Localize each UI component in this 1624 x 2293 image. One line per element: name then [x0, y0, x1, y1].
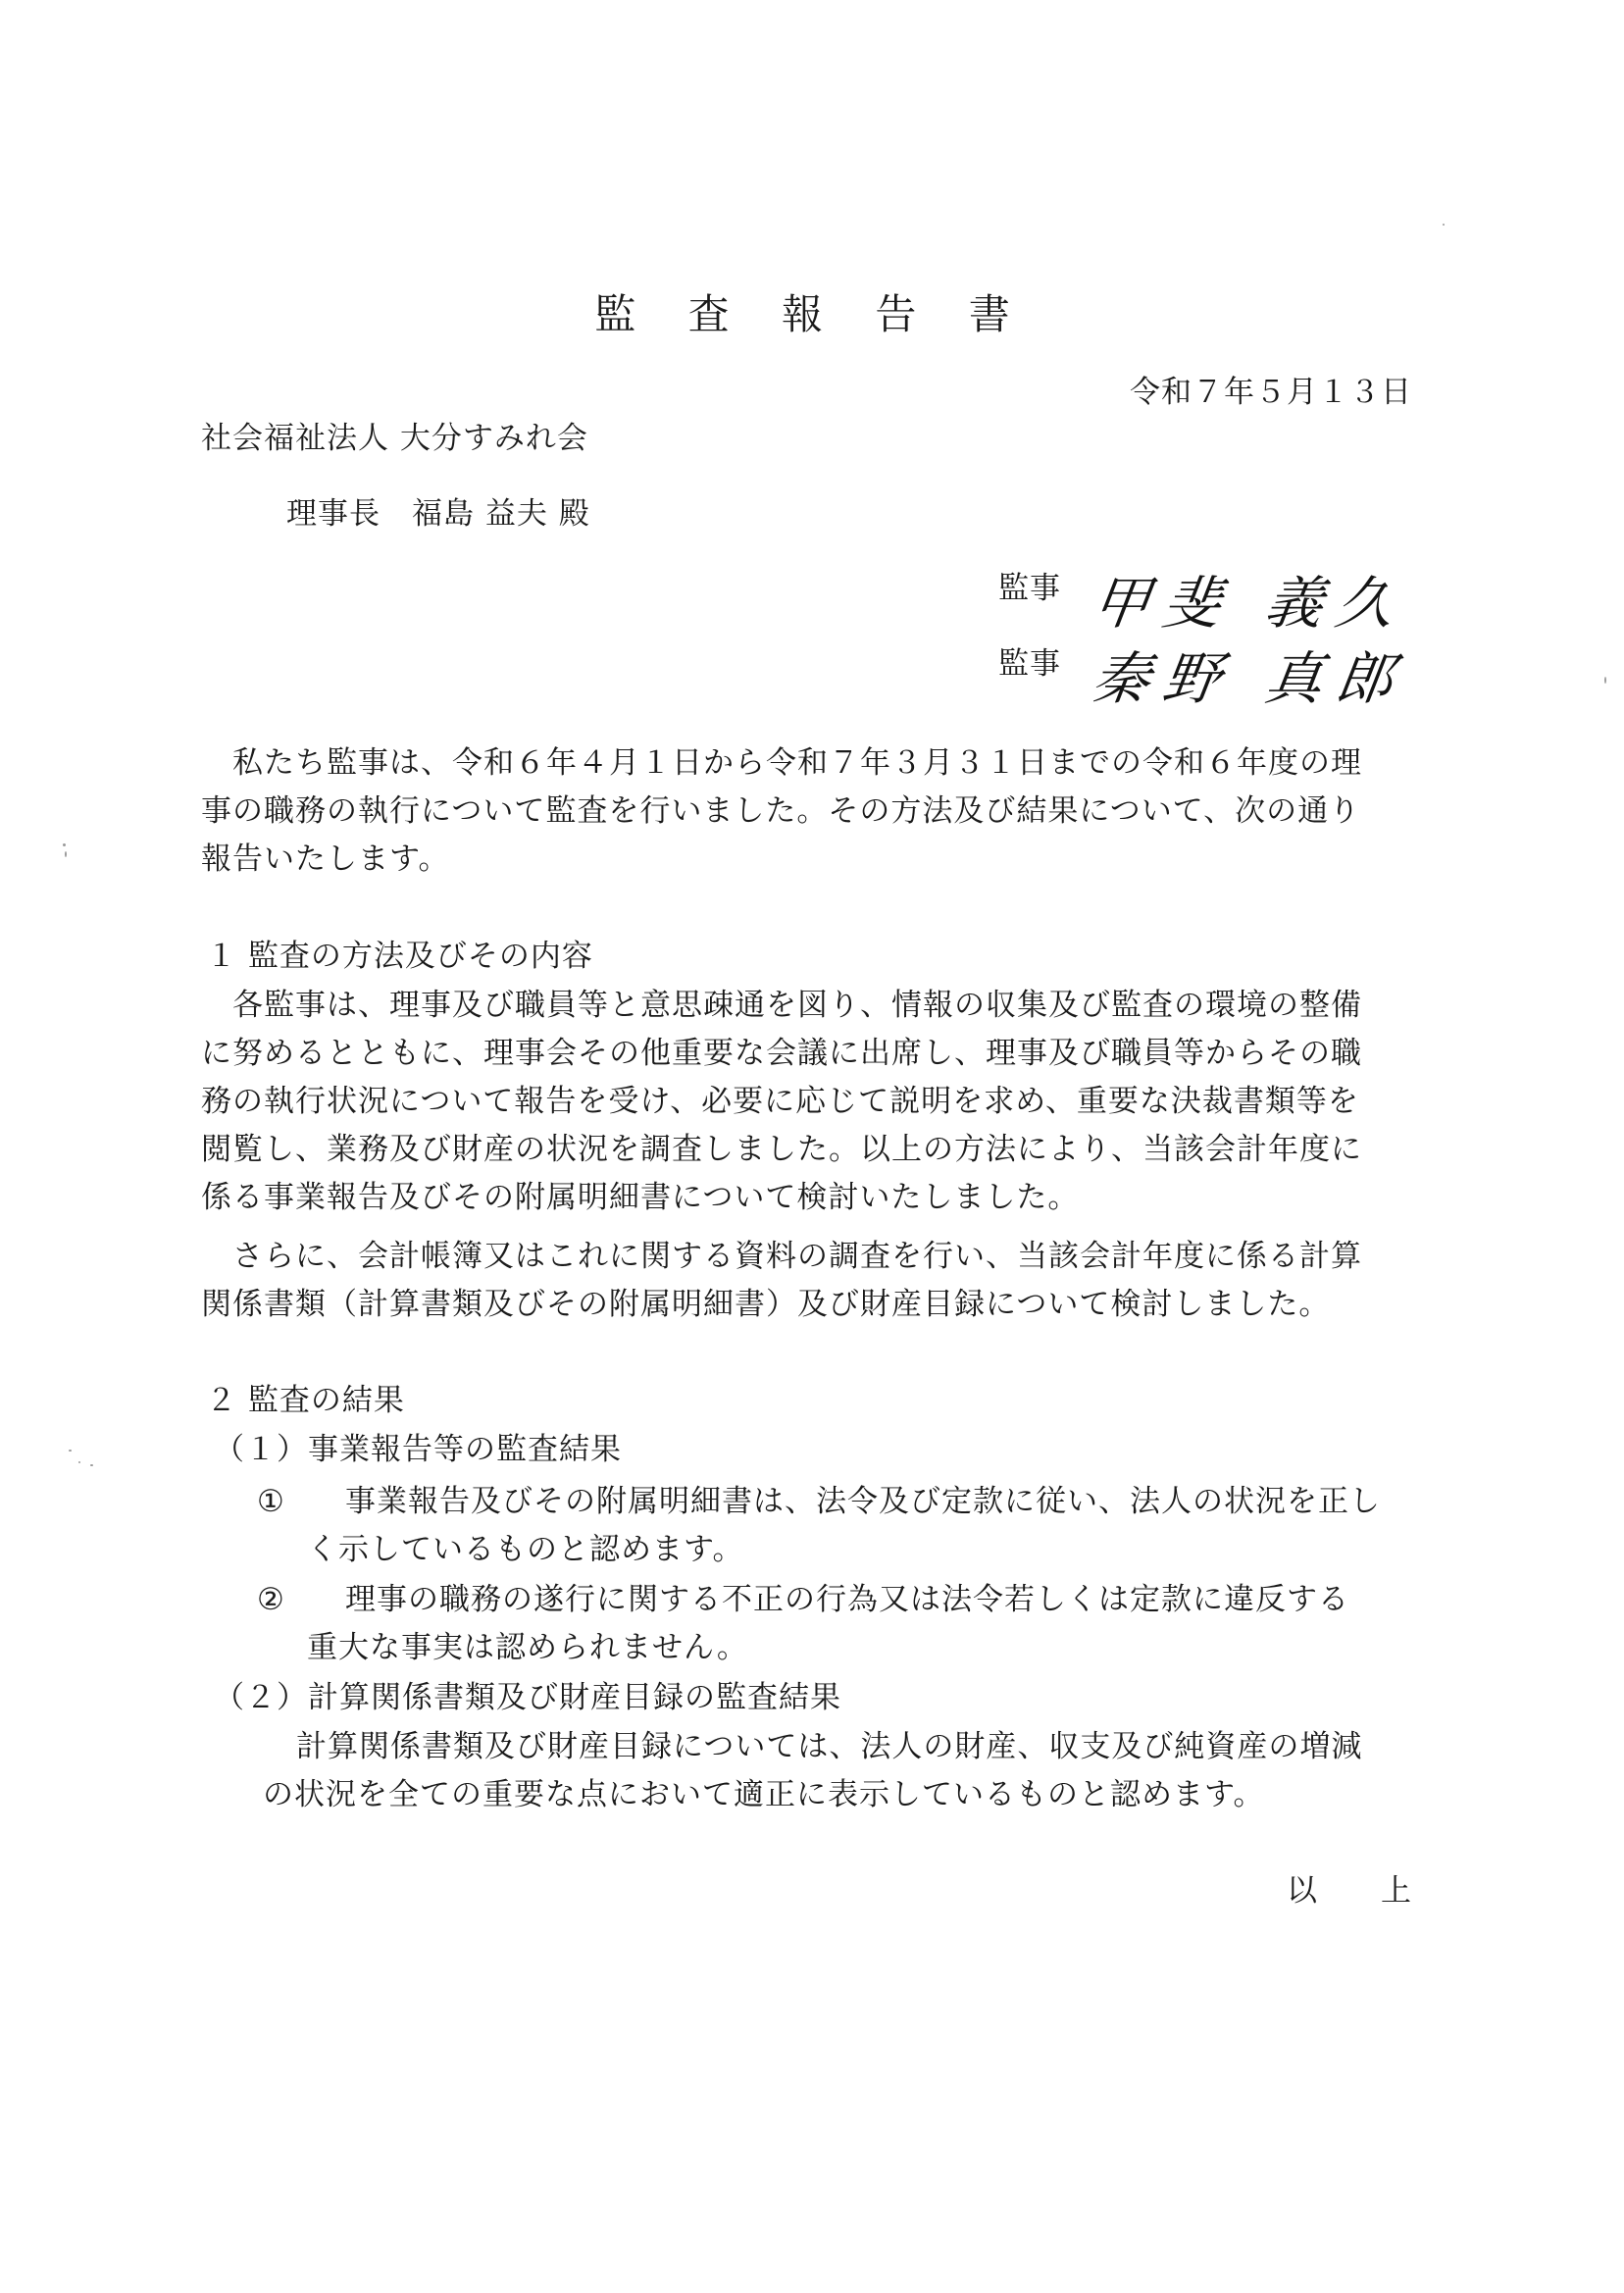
- section-2-heading: ２ 監査の結果: [206, 1383, 405, 1418]
- signature-handwritten-2: 秦野 真郎: [1088, 645, 1412, 712]
- report-date: 令和７年５月１３日: [1130, 375, 1412, 410]
- scan-speck: [63, 843, 66, 846]
- signature-role-1: 監事: [998, 571, 1061, 606]
- closing-mark: 以 上: [1287, 1873, 1412, 1909]
- section-1-line: 務の執行状況について報告を受け、必要に応じて説明を求め、重要な決裁書類等を: [201, 1084, 1359, 1119]
- item-1-line: 事業報告及びその附属明細書は、法令及び定款に従い、法人の状況を正し: [345, 1484, 1381, 1519]
- intro-line: 私たち監事は、令和６年４月１日から令和７年３月３１日までの令和６年度の理: [232, 745, 1362, 781]
- addressee-organization: 社会福祉法人 大分すみれ会: [201, 421, 588, 456]
- section-2-sub2-line: の状況を全ての重要な点において適正に表示しているものと認めます。: [263, 1777, 1265, 1812]
- item-2-mark: ②: [257, 1582, 285, 1617]
- intro-line: 報告いたします。: [201, 841, 450, 877]
- item-1-mark: ①: [257, 1484, 285, 1519]
- scan-speck: [78, 1461, 80, 1463]
- item-2-line: 理事の職務の遂行に関する不正の行為又は法令若しくは定款に違反する: [345, 1582, 1349, 1617]
- addressee-recipient: 理事長 福島 益夫 殿: [286, 496, 590, 532]
- section-1-line: 閲覧し、業務及び財産の状況を調査しました。以上の方法により、当該会計年度に: [201, 1132, 1362, 1167]
- section-1-line: 関係書類（計算書類及びその附属明細書）及び財産目録について検討しました。: [201, 1287, 1331, 1322]
- scan-speck: [90, 1464, 93, 1466]
- scan-speck: [69, 1450, 72, 1452]
- item-2-line: 重大な事実は認められません。: [307, 1630, 748, 1665]
- signature-role-2: 監事: [998, 646, 1061, 682]
- scan-speck: [1604, 677, 1606, 684]
- section-1-line: 係る事業報告及びその附属明細書について検討いたしました。: [201, 1180, 1080, 1215]
- section-1-line: に努めるとともに、理事会その他重要な会議に出席し、理事及び職員等からその職: [201, 1036, 1362, 1071]
- scan-speck: [1443, 224, 1445, 226]
- section-2-sub2-line: 計算関係書類及び財産目録については、法人の財産、収支及び純資産の増減: [296, 1729, 1363, 1764]
- section-1-line: さらに、会計帳簿又はこれに関する資料の調査を行い、当該会計年度に係る計算: [232, 1239, 1362, 1274]
- section-2-sub2-heading: （２）計算関係書類及び財産目録の監査結果: [214, 1680, 841, 1715]
- section-1-line: 各監事は、理事及び職員等と意思疎通を図り、情報の収集及び監査の環境の整備: [232, 988, 1362, 1023]
- signature-handwritten-1: 甲斐 義久: [1088, 570, 1412, 637]
- item-1-line: く示しているものと認めます。: [307, 1532, 744, 1567]
- document-title: 監 査 報 告 書: [594, 290, 1030, 338]
- section-2-sub1-heading: （１）事業報告等の監査結果: [214, 1432, 622, 1467]
- section-1-heading: １ 監査の方法及びその内容: [206, 939, 593, 974]
- scan-speck: [65, 851, 67, 857]
- intro-line: 事の職務の執行について監査を行いました。その方法及び結果について、次の通り: [201, 793, 1361, 829]
